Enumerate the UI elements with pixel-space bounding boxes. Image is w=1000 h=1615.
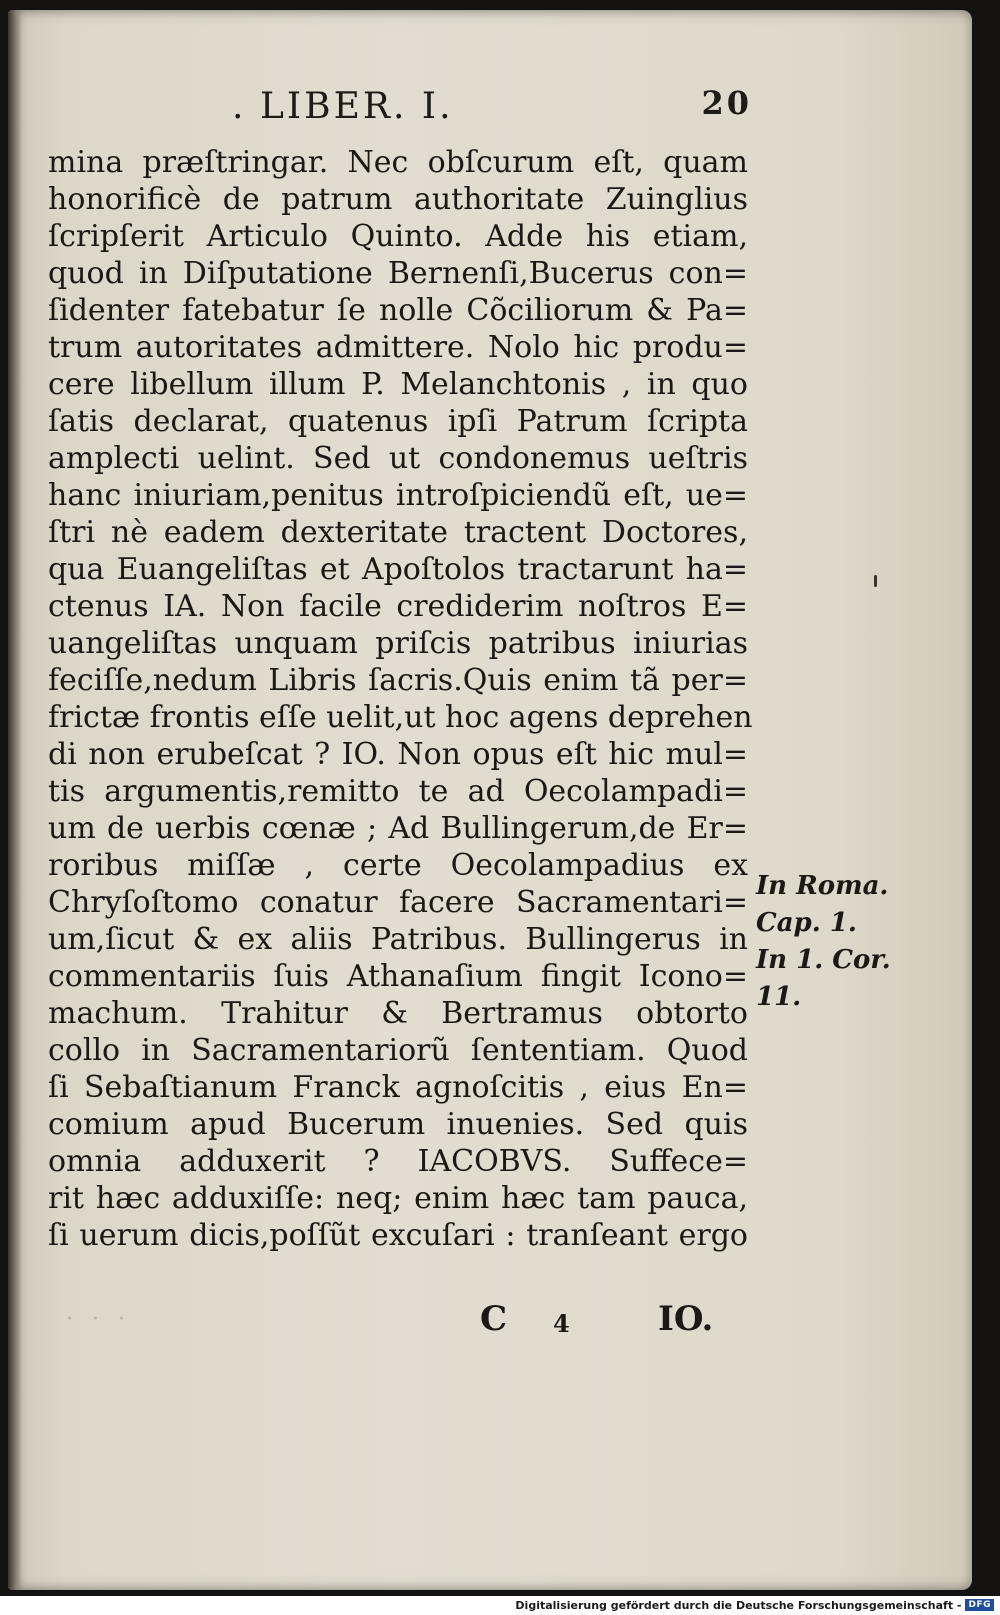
text-line: ſtri nè eadem dexteritate tractent Doctores, bbox=[48, 515, 748, 550]
text-line: um,ſicut & ex aliis Patribus. Bullingerus in bbox=[48, 922, 748, 957]
text-line: ſidenter fatebatur ſe nolle Cõciliorum & Pa= bbox=[48, 293, 748, 328]
text-line: rit hæc adduxiſſe: neq; enim hæc tam pauca, bbox=[48, 1181, 748, 1216]
text-line: commentariis ſuis Athanaſium fingit Icono= bbox=[48, 959, 748, 994]
text-line: di non erubeſcat ? IO. Non opus eſt hic mul= bbox=[48, 737, 748, 772]
book-gutter bbox=[8, 10, 22, 1590]
text-line: ſi uerum dicis,poſſũt excuſari : tranſeant ergo bbox=[48, 1218, 748, 1253]
text-line: machum. Trahitur & Bertramus obtorto bbox=[48, 996, 748, 1031]
text-line: tis argumentis,remitto te ad Oecolampadi= bbox=[48, 774, 748, 809]
text-line: frictæ frontis eſſe uelit,ut hoc agens deprehen bbox=[48, 700, 753, 735]
text-line: feciſſe,nedum Libris ſacris.Quis enim tã per= bbox=[48, 663, 748, 698]
marginal-notes bbox=[756, 868, 891, 1016]
digitization-footer bbox=[515, 1597, 994, 1613]
text-line: comium apud Bucerum inuenies. Sed quis bbox=[48, 1107, 748, 1142]
ink-speck bbox=[874, 575, 877, 587]
text-line: um de uerbis cœnæ ; Ad Bullingerum,de Er= bbox=[48, 811, 748, 846]
footer-credit: Digitalisierung gefördert durch die Deutsche Forschungsgemeinschaft - bbox=[515, 1598, 962, 1612]
book-page bbox=[8, 10, 972, 1590]
margin-note: In Roma. bbox=[756, 871, 889, 901]
text-line: mina præſtringar. Nec obſcurum eſt, quam bbox=[48, 145, 748, 180]
margin-note: Cap. 1. bbox=[756, 908, 857, 938]
text-line: hanc iniuriam,penitus introſpiciendũ eſt, ue= bbox=[48, 478, 748, 513]
signature-number: 4 bbox=[553, 1309, 570, 1338]
text-line: uangeliſtas unquam priſcis patribus iniurias bbox=[48, 626, 748, 661]
text-line: collo in Sacramentariorũ ſententiam. Quod bbox=[48, 1033, 748, 1068]
text-line: amplecti uelint. Sed ut condonemus ueſtris bbox=[48, 441, 748, 476]
catchword: IO. bbox=[658, 1299, 714, 1339]
faint-show-through: · · · bbox=[66, 1307, 131, 1332]
text-line: qua Euangeliſtas et Apoſtolos tractarunt ha= bbox=[48, 552, 748, 587]
text-line: cere libellum illum P. Melanchtonis , in quo bbox=[48, 367, 748, 402]
signature-mark: C bbox=[480, 1299, 508, 1339]
folio-number: 20 bbox=[701, 84, 752, 122]
text-line: ſi Sebaſtianum Franck agnoſcitis , eius En= bbox=[48, 1070, 748, 1105]
text-line: ſcripſerit Articulo Quinto. Adde his etiam, bbox=[48, 219, 748, 254]
running-head bbox=[232, 86, 752, 136]
main-text-block bbox=[48, 144, 753, 1254]
text-line: trum autoritates admittere. Nolo hic produ= bbox=[48, 330, 748, 365]
dfg-logo: DFG bbox=[965, 1599, 994, 1611]
text-line: quod in Diſputatione Bernenſi,Bucerus con= bbox=[48, 256, 748, 291]
text-line: ctenus IA. Non facile crediderim noſtros E= bbox=[48, 589, 748, 624]
running-head-title: LIBER. I. bbox=[260, 86, 454, 127]
margin-note: 11. bbox=[756, 982, 802, 1012]
text-line: Chryſoſtomo conatur facere Sacramentari= bbox=[48, 885, 748, 920]
catch-line bbox=[48, 1299, 748, 1339]
text-line: omnia adduxerit ? IACOBVS. Suffece= bbox=[48, 1144, 748, 1179]
running-head-dot: . bbox=[232, 86, 247, 127]
text-line: roribus miſſæ , certe Oecolampadius ex bbox=[48, 848, 748, 883]
text-line: honorificè de patrum authoritate Zuinglius bbox=[48, 182, 748, 217]
text-line: ſatis declarat, quatenus ipſi Patrum ſcripta bbox=[48, 404, 748, 439]
margin-note: In 1. Cor. bbox=[756, 945, 891, 975]
